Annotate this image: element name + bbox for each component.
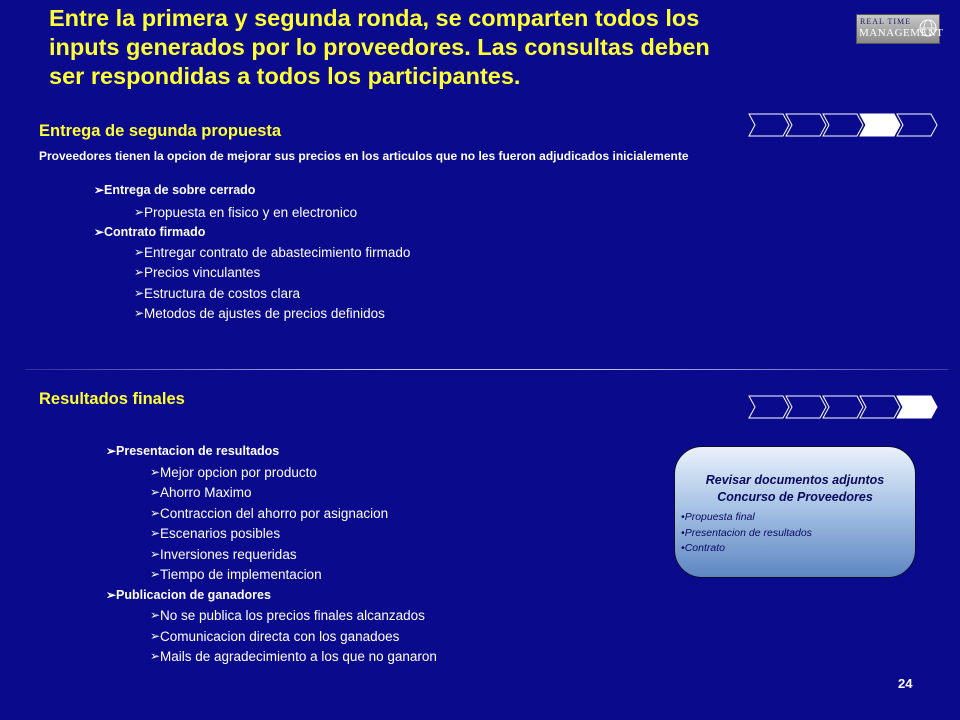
documents-callout-box	[674, 446, 916, 578]
list-item: ➢ Precios vinculantes	[134, 265, 261, 280]
list-item: ➢ Contraccion del ahorro por asignacion	[150, 505, 389, 521]
arrow-bullet-icon: ➢	[150, 546, 161, 561]
page-number: 24	[898, 676, 913, 691]
arrow-bullet-icon: ➢	[150, 567, 161, 581]
list-item: ➢ Mails de agradecimiento a los que no ganaron	[150, 649, 437, 664]
process-step-chevron-4	[860, 396, 900, 418]
process-step-chevron-1	[749, 396, 789, 418]
process-step-chevron-5	[897, 396, 937, 418]
list-item: ➢ Inversiones requeridas	[150, 546, 297, 562]
list-item: ➢ Entrega de sobre cerrado	[94, 183, 256, 197]
list-item: ➢ Comunicacion directa con los ganadoes	[150, 628, 400, 644]
globe-icon	[919, 17, 937, 39]
process-step-chevron-2	[786, 396, 826, 418]
list-item: •Contrato	[681, 542, 725, 554]
list-item: ➢ Ahorro Maximo	[150, 485, 252, 500]
list-item: ➢ Presentacion de resultados	[106, 444, 280, 458]
list-item: •Presentacion de resultados	[681, 526, 812, 539]
process-step-chevron-4	[860, 114, 900, 136]
arrow-bullet-icon: ➢	[150, 628, 161, 643]
arrow-bullet-icon: ➢	[134, 265, 145, 279]
list-item: ➢ Metodos de ajustes de precios definidos	[134, 306, 385, 321]
callout-title-line-1: Revisar documentos adjuntos	[705, 473, 885, 487]
section1-bullet-list	[94, 183, 444, 322]
slide-title: Entre la primera y segunda ronda, se comparten todos los inputs generados por lo proveedores. Las consultas deben ser respondidas a todos los participantes.	[49, 5, 710, 89]
list-item: ➢ Estructura de costos clara	[134, 285, 301, 301]
callout-list	[681, 510, 915, 557]
list-item: ➢ Entregar contrato de abastecimiento firmado	[134, 244, 411, 260]
arrow-bullet-icon: ➢	[94, 183, 105, 197]
process-step-chevron-2	[786, 114, 826, 136]
list-item: ➢ Propuesta en fisico y en electronico	[134, 204, 358, 220]
arrow-bullet-icon: ➢	[150, 649, 161, 663]
list-item: ➢ Publicacion de ganadores	[106, 587, 271, 602]
list-item: ➢ Escenarios posibles	[150, 526, 281, 541]
section-divider	[25, 369, 948, 370]
section-subtitle: Proveedores tienen la opcion de mejorar sus precios en los articulos que no les fueron adjudicados inicialemente	[39, 149, 689, 163]
list-item: ➢ Contrato firmado	[94, 225, 206, 239]
arrow-bullet-icon: ➢	[106, 444, 117, 458]
process-step-chevron-1	[749, 114, 789, 136]
section-title-resultados-finales: Resultados finales	[39, 390, 185, 408]
process-step-chevron-3	[823, 114, 863, 136]
arrow-bullet-icon: ➢	[150, 464, 161, 479]
arrow-bullet-icon: ➢	[150, 526, 161, 540]
process-step-chevron-3	[823, 396, 863, 418]
list-item: ➢ Mejor opcion por producto	[150, 464, 317, 480]
callout-title-line-2: Concurso de Proveedores	[717, 490, 873, 504]
section-title-segunda-propuesta: Entrega de segunda propuesta	[39, 122, 282, 140]
arrow-bullet-icon: ➢	[134, 244, 145, 259]
arrow-bullet-icon: ➢	[134, 306, 145, 320]
list-item: •Propuesta final	[681, 511, 755, 523]
logo-line-2: MANAGEMENT	[859, 27, 944, 39]
arrow-bullet-icon: ➢	[134, 285, 145, 300]
list-item: ➢ No se publica los precios finales alcanzados	[150, 608, 425, 623]
arrow-bullet-icon: ➢	[94, 225, 105, 239]
arrow-bullet-icon: ➢	[134, 204, 145, 219]
arrow-bullet-icon: ➢	[106, 587, 117, 602]
arrow-bullet-icon: ➢	[150, 505, 161, 520]
callout-title	[675, 472, 915, 506]
process-step-chevron-5	[897, 114, 937, 136]
company-logo	[856, 14, 944, 44]
logo-line-1: REAL TIME	[860, 17, 911, 26]
list-item: ➢ Tiempo de implementacion	[150, 567, 322, 582]
section2-bullet-list	[106, 444, 536, 665]
arrow-bullet-icon: ➢	[150, 485, 161, 499]
process-chevrons-top	[748, 112, 938, 138]
process-chevrons-bottom	[748, 394, 938, 420]
arrow-bullet-icon: ➢	[150, 608, 161, 622]
